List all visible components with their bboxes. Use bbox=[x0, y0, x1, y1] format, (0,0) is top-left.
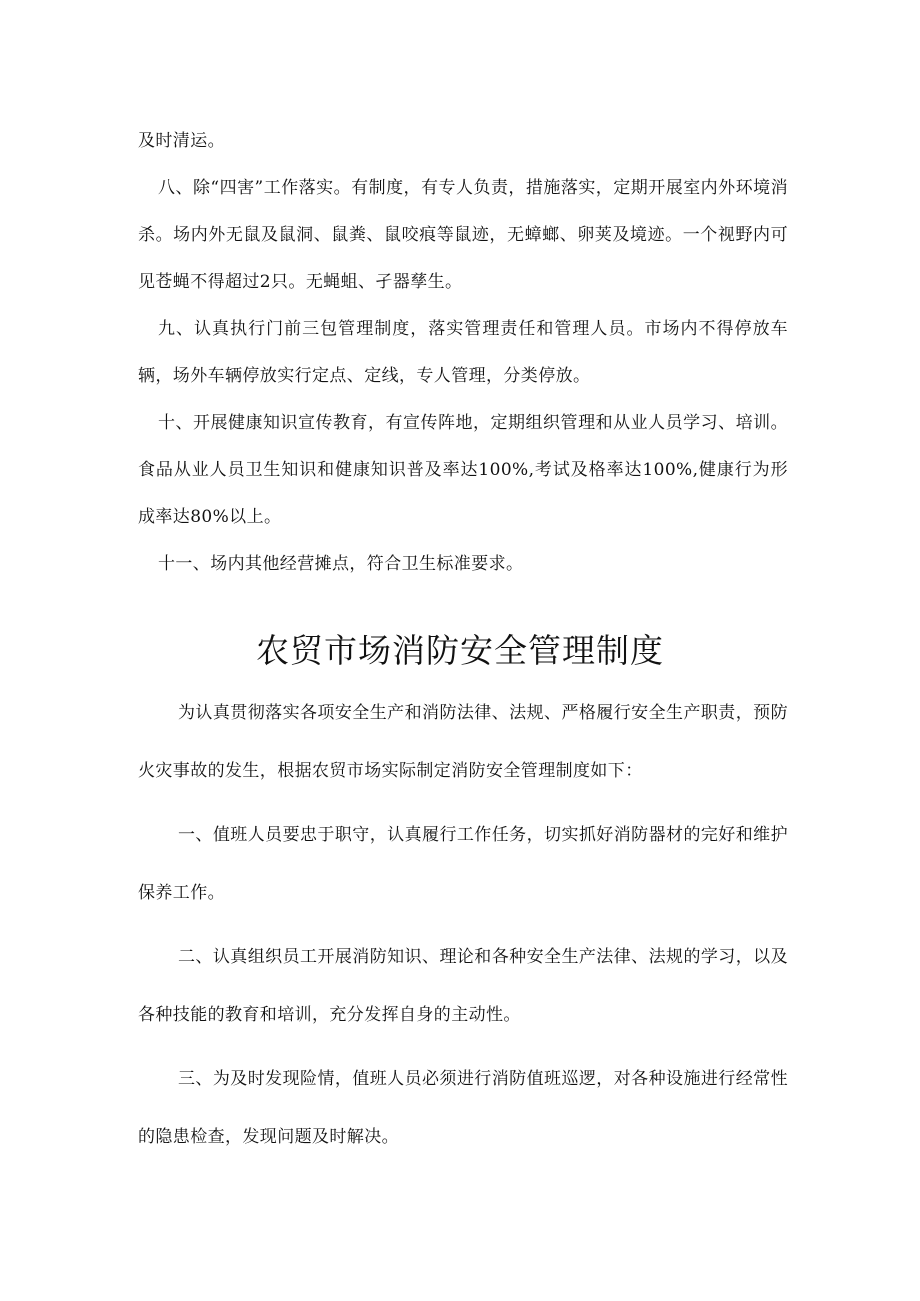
paragraph-item-9: 九、认真执行门前三包管理制度，落实管理责任和管理人员。市场内不得停放车辆，场外车辆停放实行定点、定线，专人管理，分类停放。 bbox=[138, 319, 788, 386]
paragraph-timely-removal: 及时清运。 bbox=[138, 131, 225, 151]
paragraph-item-10: 十、开展健康知识宣传教育，有宣传阵地，定期组织管理和从业人员学习、培训。食品从业人员卫生知识和健康知识普及率达100%,考试及格率达100%,健康行为形成率达80%以上。 bbox=[138, 413, 788, 527]
paragraph-intro: 为认真贯彻落实各项安全生产和消防法律、法规、严格履行安全生产职责，预防火灾事故的发生，根据农贸市场实际制定消防安全管理制度如下： bbox=[138, 703, 788, 781]
paragraph-rule-2: 二、认真组织员工开展消防知识、理论和各种安全生产法律、法规的学习，以及各种技能的教育和培训，充分发挥自身的主动性。 bbox=[138, 947, 788, 1025]
paragraph-rule-3: 三、为及时发现险情，值班人员必须进行消防值班巡逻，对各种设施进行经常性的隐患检查，发现问题及时解决。 bbox=[138, 1069, 788, 1147]
paragraph-rule-1: 一、值班人员要忠于职守，认真履行工作任务，切实抓好消防器材的完好和维护保养工作。 bbox=[138, 825, 788, 903]
paragraph-item-8: 八、除“四害”工作落实。有制度，有专人负责，措施落实，定期开展室内外环境消杀。场内外无鼠及鼠洞、鼠粪、鼠咬痕等鼠迹，无蟑螂、卵荚及境迹。一个视野内可见苍蝇不得超过2只。无蝇蛆、孑器孳生。 bbox=[138, 178, 788, 292]
paragraph-item-11: 十一、场内其他经营摊点，符合卫生标准要求。 bbox=[158, 554, 524, 574]
section-title: 农贸市场消防安全管理制度 bbox=[256, 631, 664, 670]
